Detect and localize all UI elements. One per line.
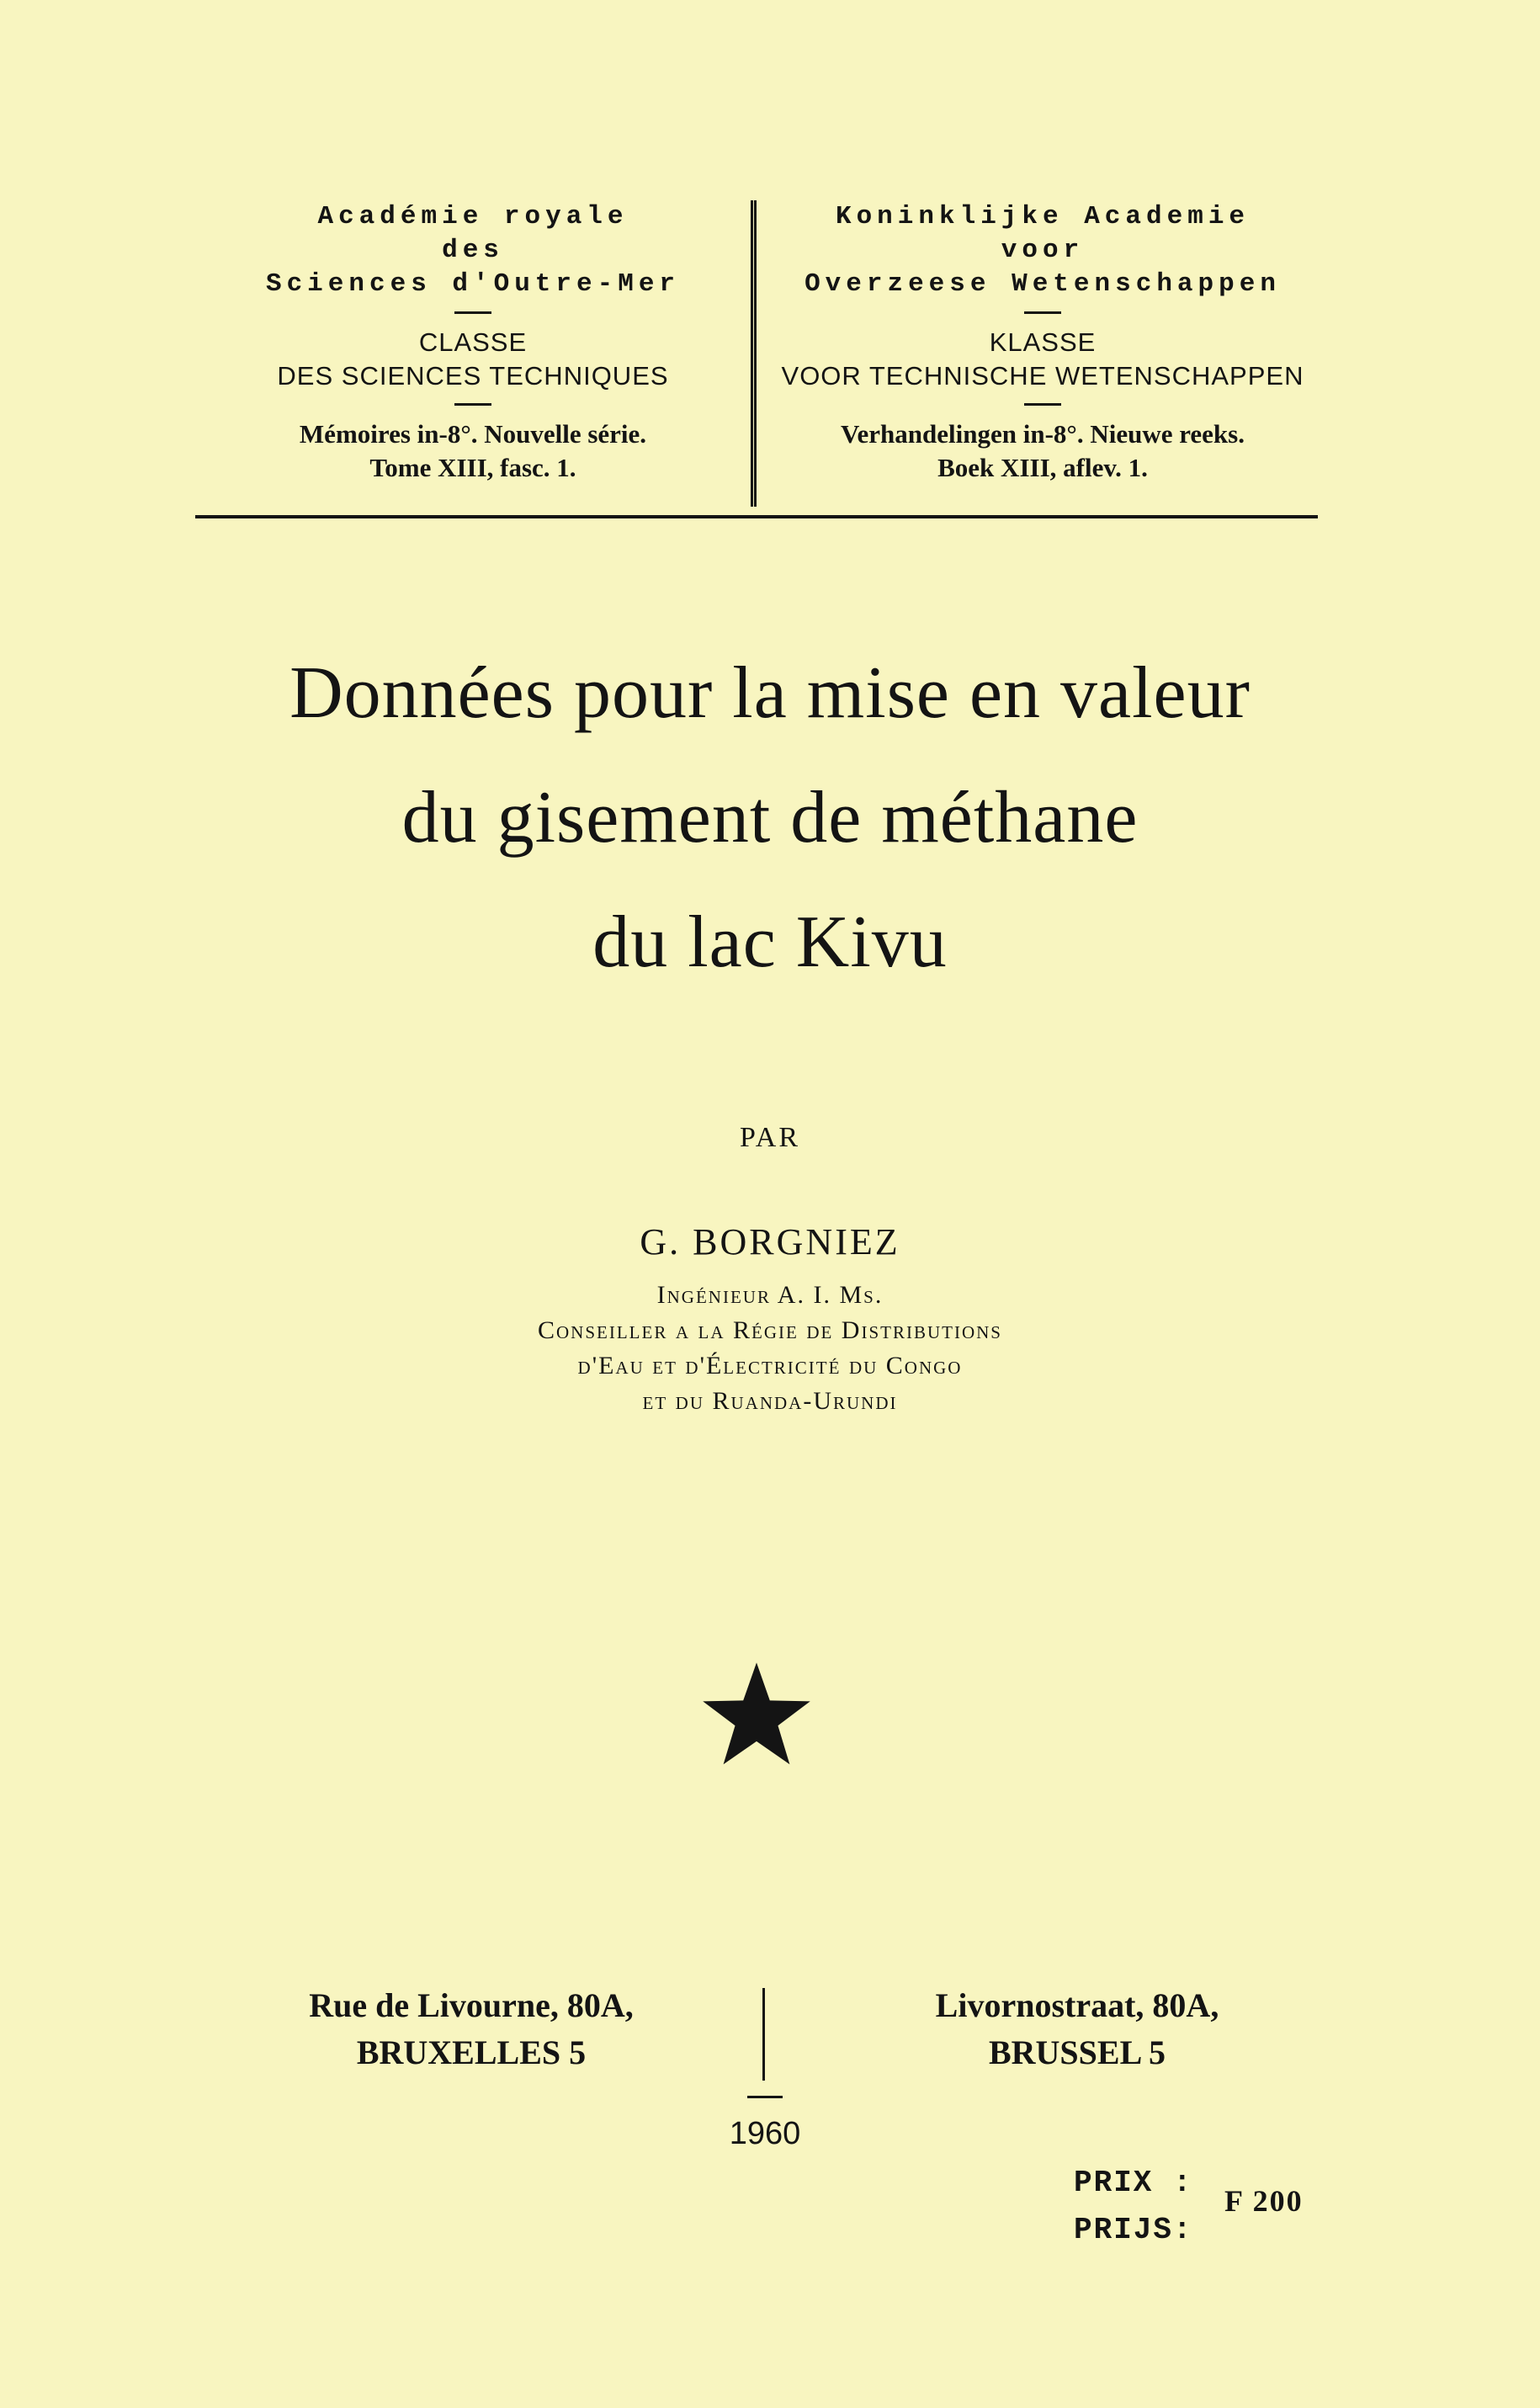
header-french [195, 200, 751, 485]
divider [1024, 403, 1061, 406]
series-line: Verhandelingen in-8°. Nieuwe reeks. [840, 419, 1245, 449]
price-label-nl: PRIJS: [1074, 2213, 1193, 2247]
header-dutch [767, 200, 1318, 485]
academy-line: Sciences d'Outre-Mer [265, 269, 681, 299]
academy-line: Koninklijke Academie [835, 202, 1251, 231]
address-french [194, 1982, 749, 2076]
price-value: F 200 [1224, 2184, 1304, 2218]
academy-line: des [442, 236, 504, 265]
star-icon [700, 1658, 813, 1771]
author-name: G. BORGNIEZ [640, 1221, 900, 1262]
price-label-fr: PRIX : [1074, 2166, 1193, 2200]
series-line: Boek XIII, aflev. 1. [937, 453, 1148, 482]
address-line: BRUSSEL 5 [988, 2033, 1166, 2071]
by-label: PAR [739, 1122, 801, 1153]
address-line: Rue de Livourne, 80A, [309, 1986, 634, 2024]
series-info-fr [195, 417, 751, 485]
academy-line: Overzeese Wetenschappen [805, 269, 1281, 299]
academy-line: voor [1001, 236, 1085, 265]
class-name-nl [767, 326, 1318, 393]
divider [454, 403, 491, 406]
title-line: Données pour la mise en valeur [289, 652, 1251, 734]
academy-line: Académie royale [317, 202, 629, 231]
footer-separator [762, 1988, 765, 2081]
address-dutch [808, 1982, 1346, 2076]
class-line: KLASSE [989, 327, 1097, 357]
header-column-separator [751, 200, 757, 507]
series-line: Tome XIII, fasc. 1. [369, 453, 576, 482]
address-line: Livornostraat, 80A, [935, 1986, 1219, 2024]
academy-name-fr [195, 200, 751, 301]
header-rule [195, 515, 1318, 518]
address-line: BRUXELLES 5 [356, 2033, 587, 2071]
affiliation-line: d'Eau et d'Électricité du Congo [577, 1352, 963, 1379]
class-name-fr [195, 326, 751, 393]
title-line: du gisement de méthane [401, 777, 1139, 858]
divider [1024, 311, 1061, 314]
document-title [126, 631, 1414, 1005]
affiliation-line: et du Ruanda-Urundi [642, 1387, 898, 1415]
affiliation-line: Conseiller a la Régie de Distributions [538, 1316, 1002, 1344]
divider [454, 311, 491, 314]
author-affiliation [0, 1278, 1540, 1419]
series-info-nl [767, 417, 1318, 485]
class-line: VOOR TECHNISCHE WETENSCHAPPEN [781, 361, 1304, 391]
title-line: du lac Kivu [592, 901, 948, 983]
class-line: DES SCIENCES TECHNIQUES [277, 361, 669, 391]
footer-divider [747, 2096, 783, 2098]
affiliation-line: Ingénieur A. I. Ms. [656, 1281, 884, 1309]
class-line: CLASSE [418, 327, 528, 357]
publisher-header [195, 200, 1318, 512]
price-labels [1074, 2160, 1193, 2254]
academy-name-nl [767, 200, 1318, 301]
publication-year: 1960 [729, 2116, 801, 2151]
series-line: Mémoires in-8°. Nouvelle série. [299, 419, 647, 449]
